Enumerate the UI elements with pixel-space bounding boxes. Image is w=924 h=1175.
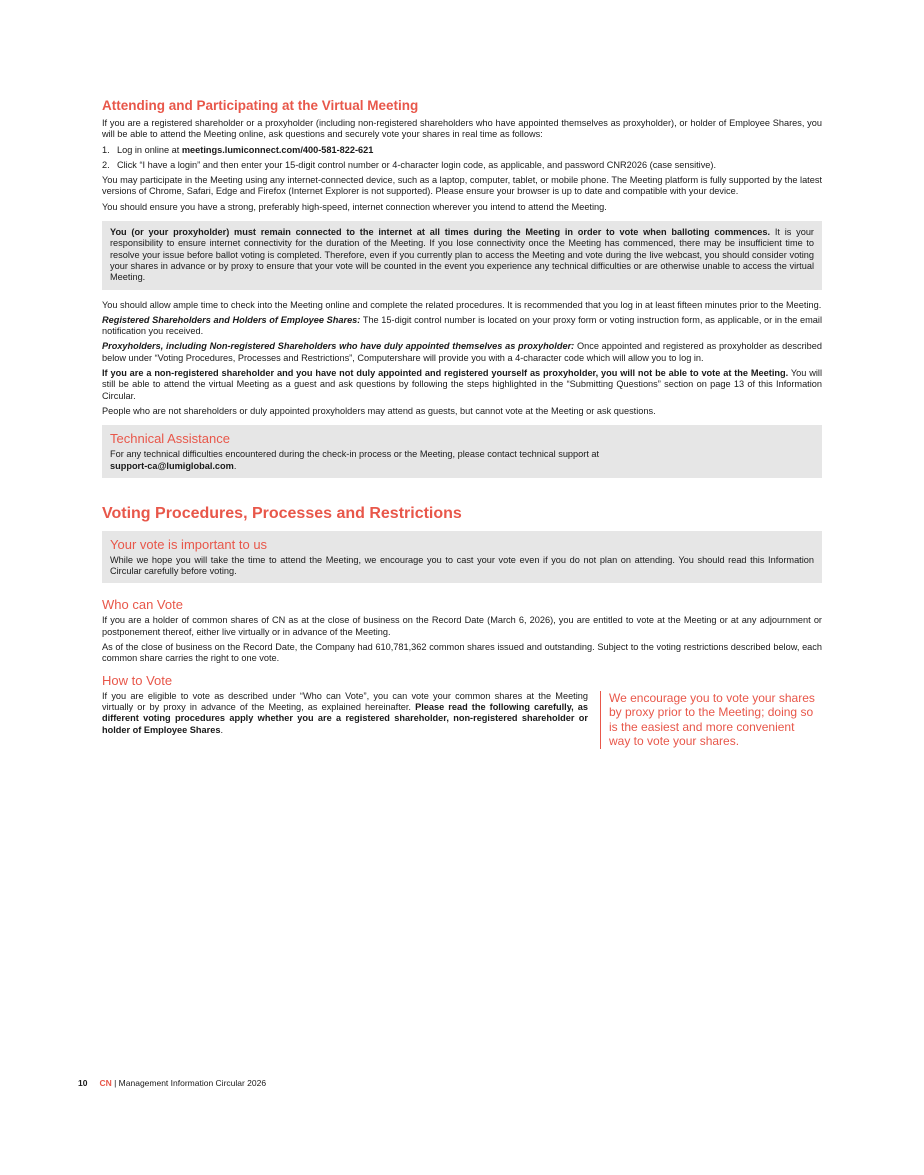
technical-assistance-text: For any technical difficulties encountered during the check-in process or the Meeting, please contact technical support at support-ca@lumiglobal.com. [110,449,600,471]
meeting-link[interactable]: meetings.lumiconnect.com/400-581-822-621 [181,144,374,155]
paragraph-intro: If you are a registered shareholder or a proxyholder (including non-registered shareholders who have appointed themselves as proxyholder), or holder of Employee Shares, you will be able to attend the Meeting online, ask questions and securely vote your shares in real time as follows: [102,118,822,140]
page-number: 10 [78,1078,88,1088]
vote-by-proxy-callout: We encourage you to vote your shares by proxy prior to the Meeting; doing so is the easiest and more convenient way to vote your shares. [600,691,817,749]
connectivity-notice-box [102,221,822,289]
technical-assistance-box [102,425,822,478]
paragraph-connection: You should ensure you have a strong, preferably high-speed, internet connection wherever you intend to attend the Meeting. [102,201,607,212]
paragraph-registered-shareholders: Registered Shareholders and Holders of Employee Shares: The 15-digit control number is located on your proxy form or voting instruction form, as applicable, or in the email notification you received. [102,314,823,337]
footer-title: | Management Information Circular 2026 [111,1078,267,1088]
paragraph-non-registered: If you are a non-registered shareholder and you have not duly appointed and registered yourself as proxyholder, you will not be able to vote at the Meeting. You will still be able to attend the virtual Meeting as a guest and ask questions by following the steps highlighted in the “Submitting Questions” section on page 13 of this Information Circular. [102,368,822,401]
list-text: Click “I have a login” and then enter your 15-digit control number or 4-character login code, as applicable, and password CNR2026 (case sensitive). [117,159,717,170]
who-can-vote-title: Who can Vote [102,597,183,613]
section-title-voting-procedures: Voting Procedures, Processes and Restrictions [102,504,462,522]
how-to-vote-title: How to Vote [102,672,173,688]
paragraph-who-can-vote-2: As of the close of business on the Record Date, the Company had 610,781,362 common shares issued and outstanding. Subject to the voting restrictions described below, each common share carries the right to one vote. [102,642,822,664]
how-to-vote-columns [102,691,822,749]
list-number: 1. [102,144,110,155]
list-item-step-1 [102,145,822,156]
page-footer [78,1078,266,1089]
paragraph-proxyholders: Proxyholders, including Non-registered Shareholders who have duly appointed themselves as proxyholder: Once appointed and registered as proxyholder as described below under “Voting Procedures, Processes and Restrictions”, Computershare will provide you with a 4-character code which will allow you to log in. [102,341,822,363]
connectivity-notice-text: You (or your proxyholder) must remain connected to the internet at all times during the Meeting in order to vote when balloting commences. It is your responsibility to ensure internet connectivity for the duration of the Meeting. If you lose connectivity once the Meeting has commenced, there may be insufficient time to resolve your issue before ballot voting is completed. Therefore, even if you currently plan to access the Meeting and vote during the live webcast, you should consider voting your shares in advance or by proxy to ensure that your vote will be counted in the event you experience any technical difficulties or are otherwise unable to access the virtual Meeting. [110,227,814,283]
list-number: 2. [102,159,110,170]
paragraph-login-time: You should allow ample time to check into the Meeting online and complete the related procedures. It is recommended that you log in at least fifteen minutes prior to the Meeting. [102,299,822,310]
technical-assistance-title: Technical Assistance [110,431,230,447]
paragraph-who-can-vote-1: If you are a holder of common shares of CN as at the close of business on the Record Date (March 6, 2026), you are entitled to vote at the Meeting or at any adjournment or postponement thereof, either live virtually or in advance of the Meeting. [102,615,822,637]
vote-important-text: While we hope you will take the time to attend the Meeting, we encourage you to cast your vote even if you do not plan on attending. You should read this Information Circular carefully before voting. [110,554,814,577]
section-title-virtual-meeting: Attending and Participating at the Virtual Meeting [102,98,419,113]
support-email-link[interactable]: support-ca@lumiglobal.com [110,460,234,471]
vote-important-title: Your vote is important to us [110,536,268,552]
paragraph-devices: You may participate in the Meeting using any internet-connected device, such as a laptop, computer, tablet, or mobile phone. The Meeting platform is fully supported by the latest versions of Chrome, Safari, Edge and Firefox (Internet Explorer is not supported). Please ensure your browser is up to date and compatible with your device. [102,175,822,197]
brand-name: CN [99,1078,112,1088]
paragraph-guests: People who are not shareholders or duly appointed proxyholders may attend as guests, but cannot vote at the Meeting or ask questions. [102,405,656,416]
how-to-vote-text: If you are eligible to vote as described under “Who can Vote”, you can vote your common shares at the Meeting virtually or by proxy in advance of the Meeting, as explained hereinafter. Please read the following carefully, as different voting procedures apply whether you are a registered shareholder, non-registered shareholder or holder of Employee Shares. [102,690,589,735]
page-content [102,98,822,749]
list-text: Log in online at meetings.lumiconnect.com/400-581-822-621 [117,144,374,155]
list-item-step-2 [102,160,822,171]
vote-important-box [102,531,822,584]
